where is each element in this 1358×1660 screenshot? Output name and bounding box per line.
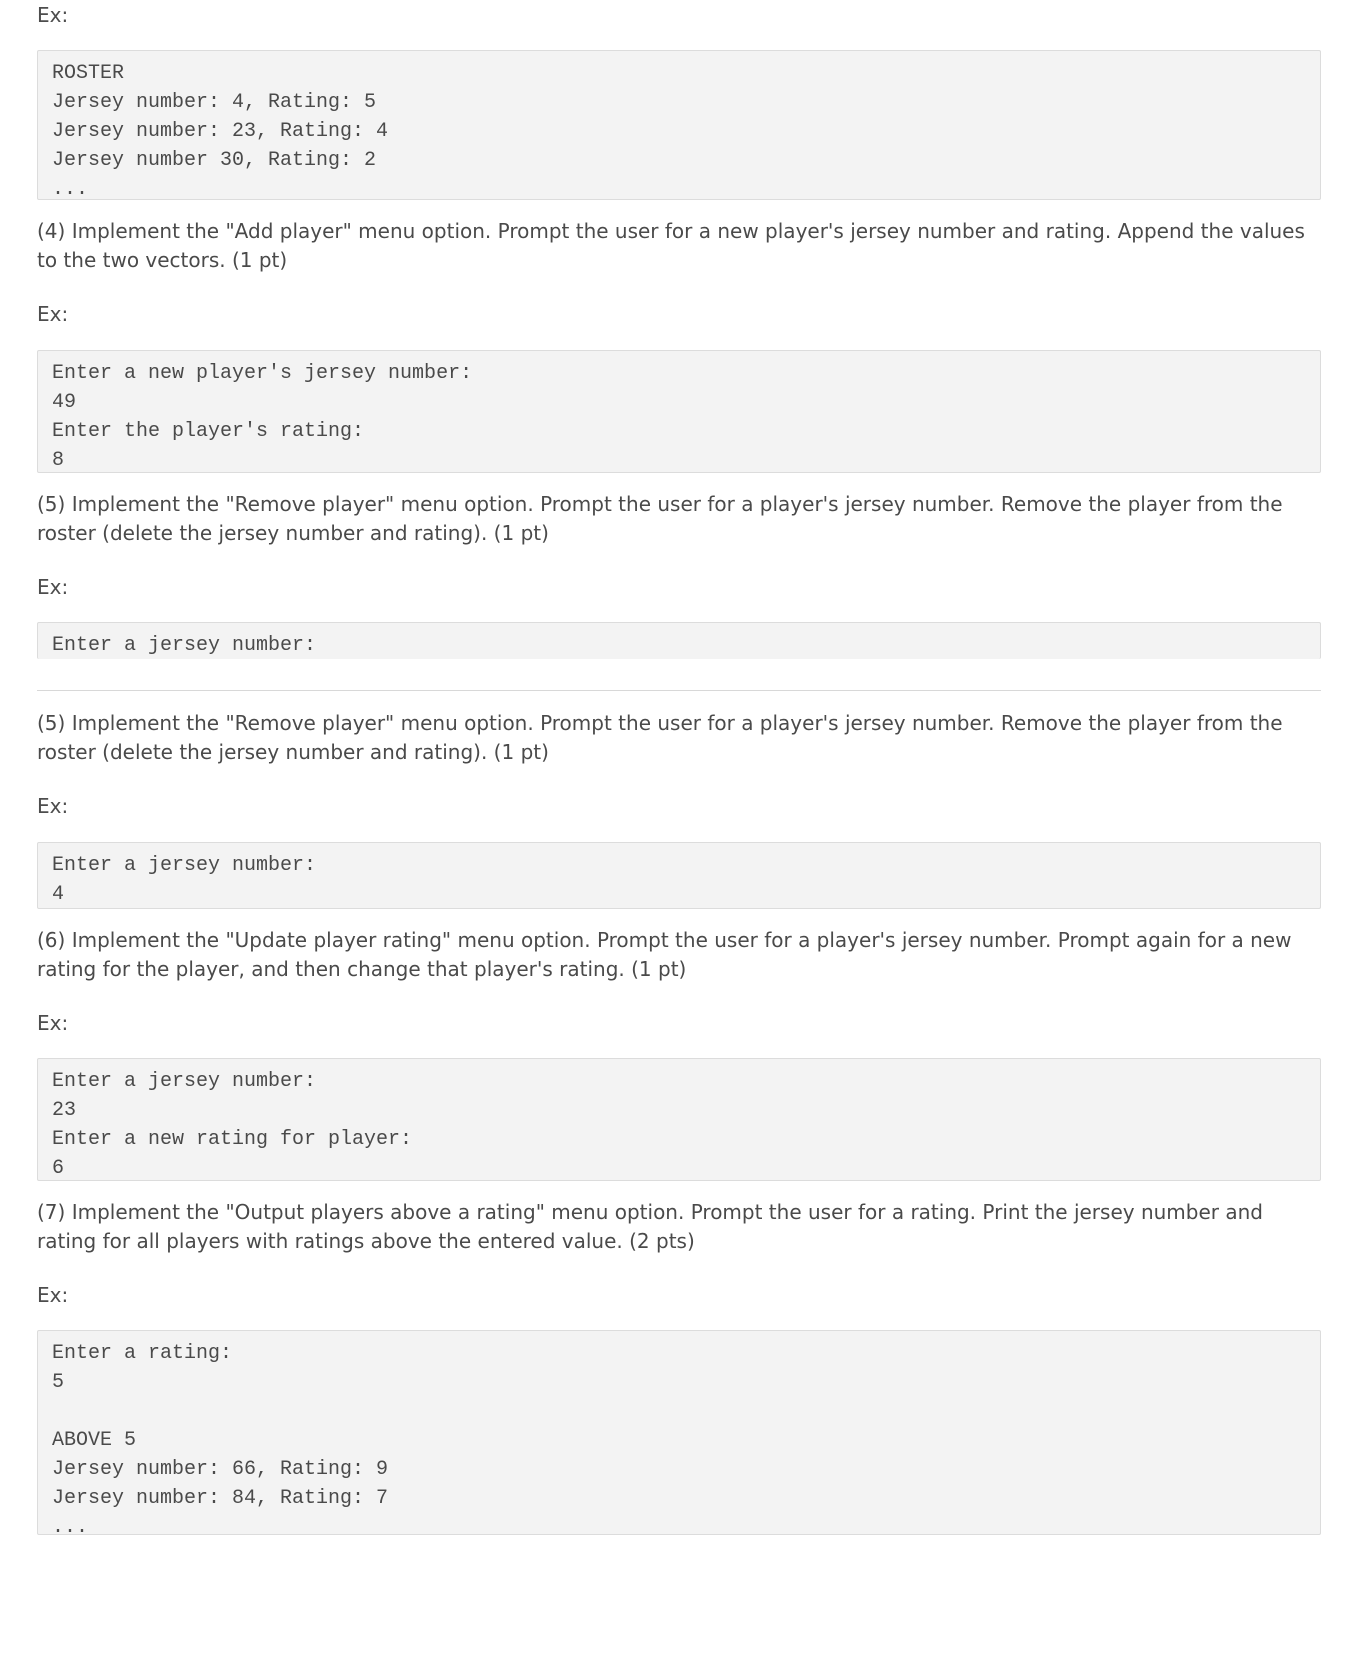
step-5-instructions: (5) Implement the "Remove player" menu option. Prompt the user for a player's jersey number. Remove the player from the roster (delete the jersey number and rating). (1 pt) xyxy=(37,711,1283,764)
code-line: ABOVE 5 xyxy=(52,1429,137,1452)
example-label: Ex: xyxy=(37,1283,69,1307)
code-line: Jersey number: 66, Rating: 9 xyxy=(52,1458,389,1481)
code-line: Enter a new player's jersey number: xyxy=(52,362,473,385)
code-line: 5 xyxy=(52,1371,65,1394)
code-line: 4 xyxy=(52,883,65,906)
code-line: 8 xyxy=(52,449,65,472)
section-divider xyxy=(37,690,1321,691)
code-line: ROSTER xyxy=(52,62,125,85)
code-block-remove-player xyxy=(37,842,1321,909)
code-line: Enter a jersey number: xyxy=(52,634,317,657)
code-line: Jersey number: 23, Rating: 4 xyxy=(52,120,389,143)
code-line: Enter a rating: xyxy=(52,1342,233,1365)
code-line: 6 xyxy=(52,1157,65,1180)
code-line: Jersey number: 84, Rating: 7 xyxy=(52,1487,389,1510)
step-6-instructions: (6) Implement the "Update player rating" menu option. Prompt the user for a player's jersey number. Prompt again for a new rating for the player, and then change that player's rating. (1 pt) xyxy=(37,928,1292,981)
step-5-instructions: (5) Implement the "Remove player" menu option. Prompt the user for a player's jersey number. Remove the player from the roster (delete the jersey number and rating). (1 pt) xyxy=(37,492,1283,545)
code-block-above-rating xyxy=(37,1330,1321,1539)
code-line: Enter a jersey number: xyxy=(52,1070,317,1093)
code-line: ... xyxy=(52,1516,89,1539)
example-label: Ex: xyxy=(37,575,69,599)
code-line: Jersey number: 4, Rating: 5 xyxy=(52,91,377,114)
code-line: 23 xyxy=(52,1099,77,1122)
code-line: Jersey number 30, Rating: 2 xyxy=(52,149,377,172)
step-7-instructions: (7) Implement the "Output players above a rating" menu option. Prompt the user for a rating. Print the jersey number and rating for all players with ratings above the entered value. (2 pts) xyxy=(37,1200,1263,1253)
code-line: ... xyxy=(52,178,89,201)
example-label: Ex: xyxy=(37,302,69,326)
code-line: Enter the player's rating: xyxy=(52,420,365,443)
code-block-roster xyxy=(37,50,1321,200)
step-4-instructions: (4) Implement the "Add player" menu option. Prompt the user for a new player's jersey number and rating. Append the values to the two vectors. (1 pt) xyxy=(37,219,1305,272)
code-block-add-player xyxy=(37,350,1321,473)
example-label: Ex: xyxy=(37,794,69,818)
code-line: Enter a jersey number: xyxy=(52,854,317,877)
example-label: Ex: xyxy=(37,3,69,27)
code-line: 49 xyxy=(52,391,77,414)
code-line xyxy=(52,1397,1306,1426)
code-line: Enter a new rating for player: xyxy=(52,1128,413,1151)
code-block-update-rating xyxy=(37,1058,1321,1181)
code-block-remove-player-partial xyxy=(37,622,1321,659)
example-label: Ex: xyxy=(37,1011,69,1035)
